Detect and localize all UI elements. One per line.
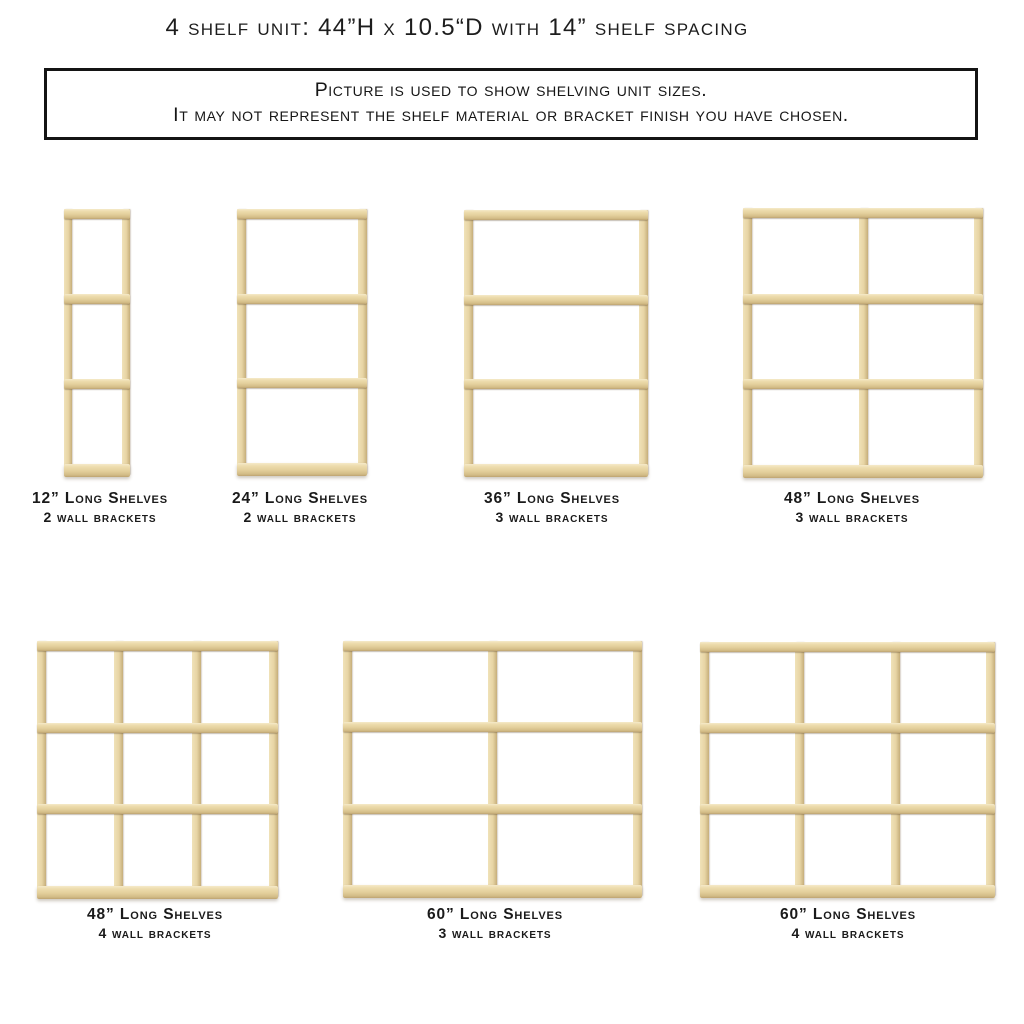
unit-label-36in-3brackets bbox=[484, 490, 620, 525]
shelf-unit-48in-4brackets bbox=[37, 641, 278, 899]
shelf-unit-60in-4brackets bbox=[700, 642, 995, 898]
shelf-length-label: 48” Long Shelves bbox=[783, 490, 921, 507]
unit-label-12in-2brackets bbox=[32, 490, 168, 525]
wall-bracket-rail bbox=[488, 641, 497, 896]
shelf-board bbox=[237, 294, 367, 304]
notice-box bbox=[44, 68, 978, 140]
shelf-length-label: 24” Long Shelves bbox=[231, 490, 369, 507]
bracket-count-label: 4 wall brackets bbox=[98, 925, 212, 941]
wall-bracket-rail bbox=[122, 209, 130, 475]
wall-bracket-rail bbox=[358, 209, 367, 474]
bracket-count-label: 2 wall brackets bbox=[43, 509, 157, 525]
wall-bracket-rail bbox=[859, 208, 868, 476]
wall-bracket-rail bbox=[37, 641, 46, 897]
wall-bracket-rail bbox=[639, 210, 648, 475]
shelf-board bbox=[64, 209, 130, 219]
page-title: 4 shelf unit: 44”H x 10.5“D with 14” shelf spacing bbox=[165, 14, 749, 41]
bottom-shelf-board bbox=[343, 885, 642, 898]
wall-bracket-rail bbox=[986, 642, 995, 896]
bracket-count-label: 3 wall brackets bbox=[438, 925, 552, 941]
shelf-board bbox=[743, 208, 983, 218]
wall-bracket-rail bbox=[192, 641, 201, 897]
bottom-shelf-board bbox=[464, 464, 648, 477]
shelf-length-label: 12” Long Shelves bbox=[31, 490, 169, 507]
wall-bracket-rail bbox=[633, 641, 642, 896]
shelf-board bbox=[464, 210, 648, 220]
shelf-length-label: 48” Long Shelves bbox=[86, 906, 224, 923]
shelf-unit-12in-2brackets bbox=[64, 209, 130, 477]
shelf-board bbox=[743, 294, 983, 304]
shelf-board bbox=[743, 379, 983, 389]
shelf-length-label: 60” Long Shelves bbox=[779, 906, 917, 923]
wall-bracket-rail bbox=[269, 641, 278, 897]
wall-bracket-rail bbox=[743, 208, 752, 476]
shelf-board bbox=[464, 379, 648, 389]
bottom-shelf-board bbox=[743, 465, 983, 478]
shelf-board bbox=[64, 379, 130, 389]
shelf-board bbox=[37, 641, 278, 651]
shelf-unit-36in-3brackets bbox=[464, 210, 648, 477]
notice-line-2: It may not represent the shelf material or bracket finish you have chosen. bbox=[173, 104, 849, 126]
bracket-count-label: 4 wall brackets bbox=[791, 925, 905, 941]
notice-line-1: Picture is used to show shelving unit sizes. bbox=[314, 79, 708, 101]
shelf-board bbox=[343, 722, 642, 732]
bottom-shelf-board bbox=[237, 463, 367, 476]
shelf-board bbox=[343, 641, 642, 651]
wall-bracket-rail bbox=[343, 641, 352, 896]
shelf-board bbox=[37, 723, 278, 733]
shelf-length-label: 60” Long Shelves bbox=[426, 906, 564, 923]
wall-bracket-rail bbox=[114, 641, 123, 897]
shelf-board bbox=[700, 804, 995, 814]
unit-label-24in-2brackets bbox=[232, 490, 368, 525]
shelf-length-label: 36” Long Shelves bbox=[483, 490, 621, 507]
shelf-board bbox=[343, 804, 642, 814]
bottom-shelf-board bbox=[64, 464, 130, 477]
shelf-board bbox=[37, 804, 278, 814]
wall-bracket-rail bbox=[237, 209, 246, 474]
shelf-board bbox=[237, 378, 367, 388]
bottom-shelf-board bbox=[37, 886, 278, 899]
shelf-unit-60in-3brackets bbox=[343, 641, 642, 898]
wall-bracket-rail bbox=[700, 642, 709, 896]
shelf-board bbox=[700, 642, 995, 652]
wall-bracket-rail bbox=[974, 208, 983, 476]
shelf-board bbox=[64, 294, 130, 304]
shelf-unit-48in-3brackets bbox=[743, 208, 983, 478]
unit-label-48in-4brackets bbox=[87, 906, 223, 941]
wall-bracket-rail bbox=[464, 210, 473, 475]
shelf-board bbox=[700, 723, 995, 733]
bracket-count-label: 3 wall brackets bbox=[495, 509, 609, 525]
bracket-count-label: 3 wall brackets bbox=[795, 509, 909, 525]
unit-label-60in-4brackets bbox=[780, 906, 916, 941]
shelf-board bbox=[237, 209, 367, 219]
wall-bracket-rail bbox=[795, 642, 804, 896]
shelf-board bbox=[464, 295, 648, 305]
unit-label-60in-3brackets bbox=[427, 906, 563, 941]
shelf-unit-24in-2brackets bbox=[237, 209, 367, 476]
wall-bracket-rail bbox=[64, 209, 72, 475]
wall-bracket-rail bbox=[891, 642, 900, 896]
unit-label-48in-3brackets bbox=[784, 490, 920, 525]
bracket-count-label: 2 wall brackets bbox=[243, 509, 357, 525]
bottom-shelf-board bbox=[700, 885, 995, 898]
